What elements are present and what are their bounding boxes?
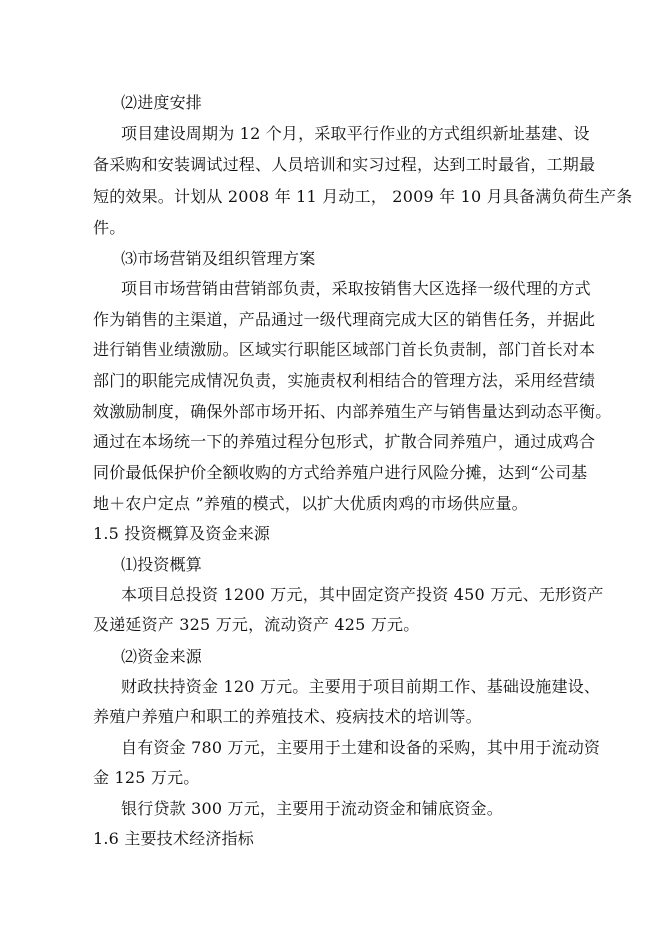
paragraph-line: 同价最低保护价全额收购的方式给养殖户进行风险分摊，达到“公司基 xyxy=(93,463,588,482)
paragraph-line: 及递延资产 325 万元，流动资产 425 万元。 xyxy=(93,615,420,634)
paragraph-line: 项目建设周期为 12 个月，采取平行作业的方式组织新址基建、设 xyxy=(121,124,590,143)
paragraph-line: 项目市场营销由营销部负责，采取按销售大区选择一级代理的方式 xyxy=(121,279,591,298)
subsection-heading-marketing: ⑶市场营销及组织管理方案 xyxy=(121,249,316,268)
section-heading-indicators: 1.6 主要技术经济指标 xyxy=(93,829,254,848)
paragraph-line: 进行销售业绩激励。区域实行职能区域部门首长负责制，部门首长对本 xyxy=(93,340,596,359)
subsection-heading-funding: ⑵资金来源 xyxy=(121,647,203,666)
paragraph-line: 金 125 万元。 xyxy=(93,768,200,787)
subsection-heading-estimate: ⑴投资概算 xyxy=(121,555,203,574)
paragraph-line: 通过在本场统一下的养殖过程分包形式，扩散合同养殖户，通过成鸡合 xyxy=(93,432,596,451)
paragraph-line: 效激励制度，确保外部市场开拓、内部养殖生产与销售量达到动态平衡。 xyxy=(93,402,612,421)
paragraph-line: 养殖户养殖户和职工的养殖技术、疫病技术的培训等。 xyxy=(93,707,482,726)
paragraph-line: 部门的职能完成情况负责，实施责权利相结合的管理方法，采用经营绩 xyxy=(93,371,596,390)
paragraph-line: 银行贷款 300 万元，主要用于流动资金和铺底资金。 xyxy=(121,799,503,818)
paragraph-line: 备采购和安装调试过程、人员培训和实习过程，达到工时最省，工期最 xyxy=(93,155,596,174)
section-heading-investment: 1.5 投资概算及资金来源 xyxy=(93,524,271,543)
paragraph-line: 自有资金 780 万元，主要用于土建和设备的采购，其中用于流动资 xyxy=(121,738,601,757)
subsection-heading-schedule: ⑵进度安排 xyxy=(121,93,203,112)
paragraph-line: 短的效果。计划从 2008 年 11 月动工， 2009 年 10 月具备满负荷生产条 xyxy=(93,187,633,206)
paragraph-line: 本项目总投资 1200 万元，其中固定资产投资 450 万元、无形资产 xyxy=(121,585,604,604)
paragraph-line: 作为销售的主渠道，产品通过一级代理商完成大区的销售任务，并据此 xyxy=(93,310,596,329)
paragraph-line: 地＋农户定点 ”养殖的模式，以扩大优质肉鸡的市场供应量。 xyxy=(93,494,528,513)
paragraph-line: 财政扶持资金 120 万元。主要用于项目前期工作、基础设施建设、 xyxy=(121,677,601,696)
paragraph-line: 件。 xyxy=(93,218,126,237)
